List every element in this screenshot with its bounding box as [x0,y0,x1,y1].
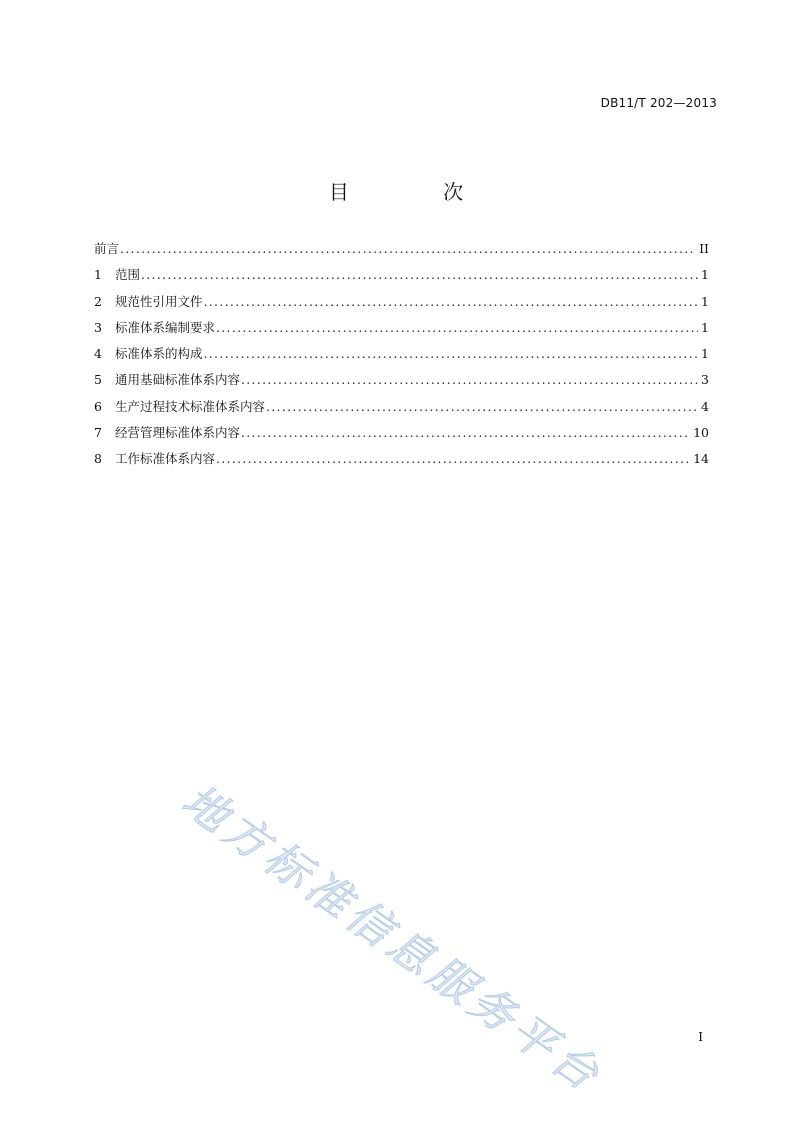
toc-entry-label: 范围 [115,267,141,283]
toc-leader-dots [241,420,690,446]
toc-entry-label: 规范性引用文件 [115,293,203,309]
toc-leader-dots [204,341,698,367]
toc-entry-system-structure[interactable] [94,341,709,367]
toc-leader-dots [204,289,698,315]
toc-leader-dots [216,446,690,472]
toc-entry-page: 1 [701,293,709,309]
toc-title: 目 次 [328,180,508,204]
toc-entry-label: 工作标准体系内容 [115,451,216,467]
toc-entry-number: 1 [94,267,102,283]
toc-entry-label: 生产过程技术标准体系内容 [115,398,266,414]
toc-entry-label: 经营管理标准体系内容 [115,425,241,441]
toc-entry-foreword[interactable] [94,236,709,262]
toc-entry-page: 14 [693,451,709,467]
toc-leader-dots [141,262,698,288]
toc-entry-number: 8 [94,451,102,467]
toc-entry-page: 3 [701,372,709,388]
toc-entry-scope[interactable] [94,262,709,288]
toc-entry-normative-references[interactable] [94,289,709,315]
toc-entry-label: 通用基础标准体系内容 [115,372,241,388]
watermark: 地方标准信息服务平台 [172,774,612,1104]
toc-entry-page: 1 [701,346,709,362]
toc-leader-dots [241,367,698,393]
toc-leader-dots [216,315,698,341]
toc-entry-label: 标准体系的构成 [115,346,203,362]
toc-entry-page: 1 [701,319,709,335]
toc-entry-work-standards[interactable] [94,446,709,472]
toc-entry-label: 标准体系编制要求 [115,319,216,335]
toc-entry-number: 5 [94,372,102,388]
toc-entry-page: II [699,241,709,256]
toc-leader-dots [120,236,696,262]
toc-entry-production-technical-standards[interactable] [94,394,709,420]
toc-entry-number: 7 [94,425,102,441]
document-code: DB11/T 202—2013 [600,96,717,110]
toc-leader-dots [266,394,698,420]
toc-entry-number: 3 [94,319,102,335]
toc-entry-number: 4 [94,346,102,362]
toc-entry-management-standards[interactable] [94,420,709,446]
page-number: I [698,1030,703,1044]
toc-entry-compilation-requirements[interactable] [94,315,709,341]
toc-entry-page: 10 [693,425,709,441]
toc-entry-page: 1 [701,267,709,283]
toc-entry-page: 4 [701,398,709,414]
toc-entry-general-basic-standards[interactable] [94,367,709,393]
toc-entry-label: 前言 [94,241,120,256]
table-of-contents [94,236,709,473]
toc-entry-number: 2 [94,293,102,309]
toc-entry-number: 6 [94,398,102,414]
